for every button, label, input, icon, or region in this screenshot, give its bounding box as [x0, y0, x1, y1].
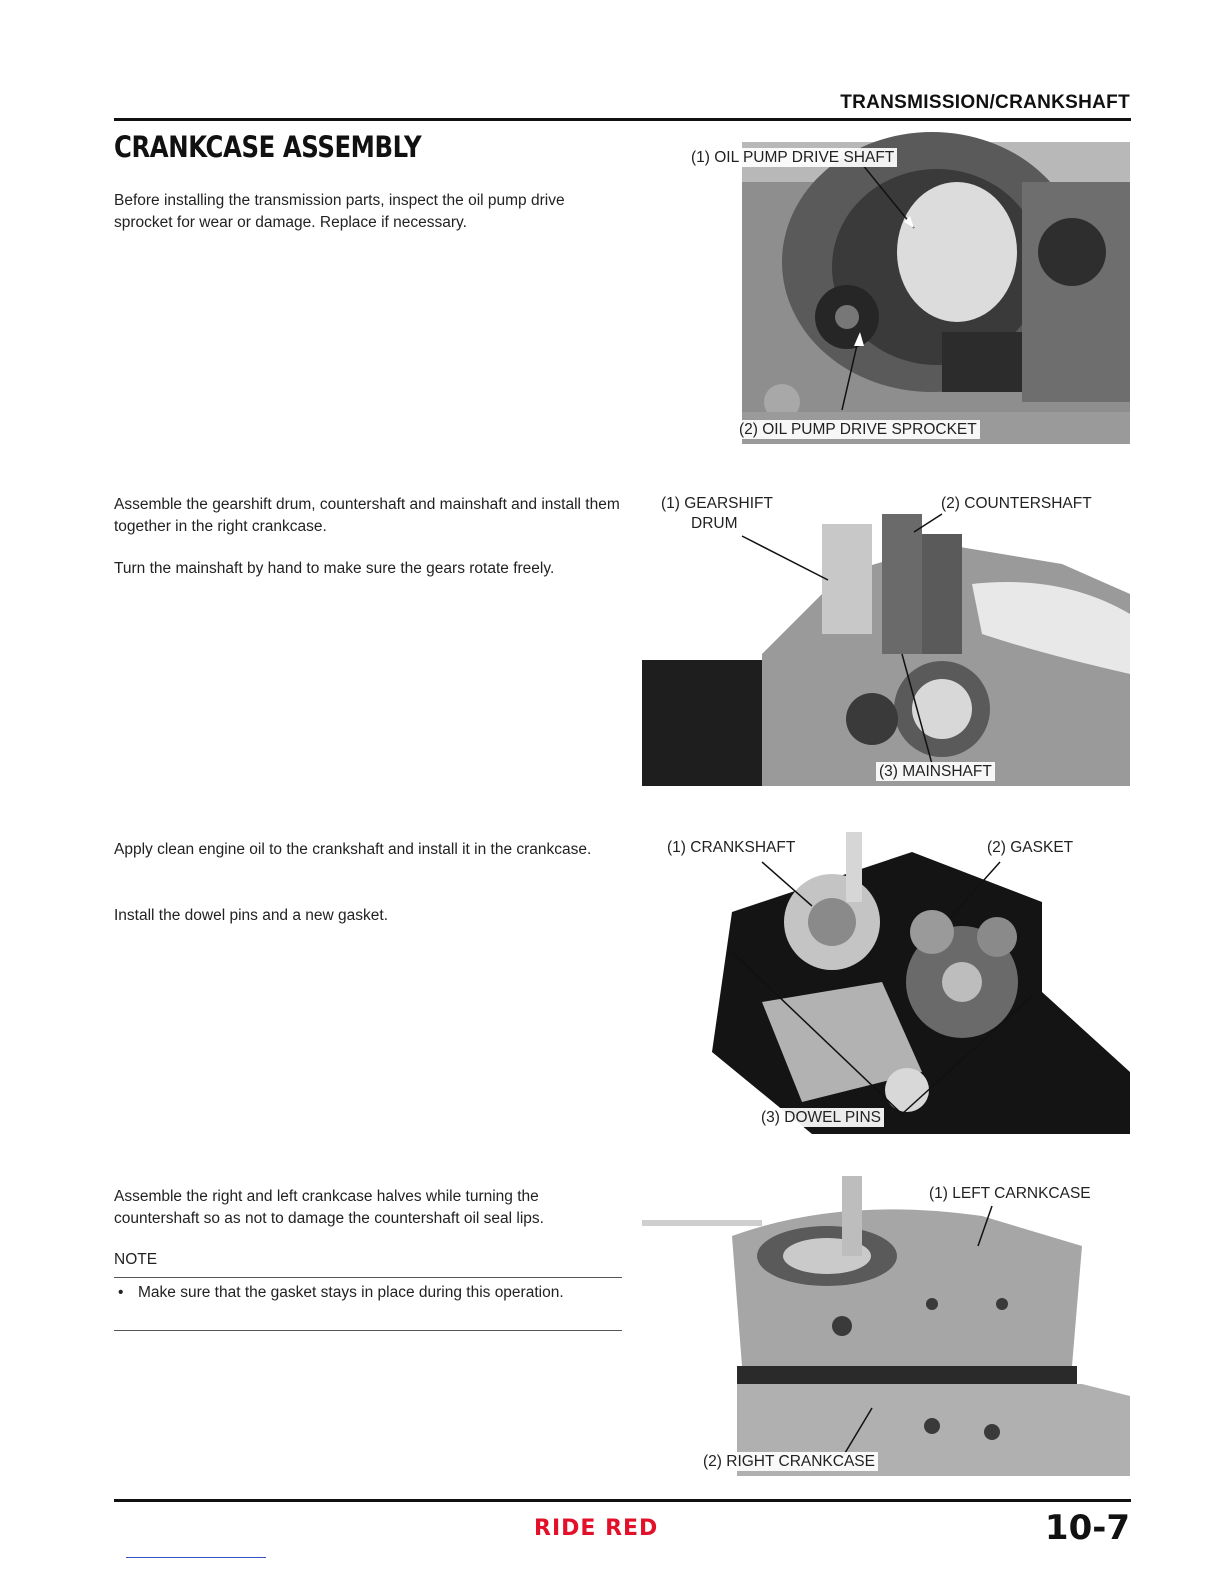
- corner-line: [126, 1557, 266, 1558]
- callout-gearshift: (1) GEARSHIFT: [661, 495, 773, 512]
- step3-paragraph-2: Install the dowel pins and a new gasket.: [114, 907, 389, 924]
- page-heading: CRANKCASE ASSEMBLY: [114, 130, 422, 164]
- note-label: NOTE: [114, 1251, 158, 1268]
- callout-right-crankcase: (2) RIGHT CRANKCASE: [700, 1452, 878, 1471]
- callout-oil-pump-drive-shaft: (1) OIL PUMP DRIVE SHAFT: [688, 148, 897, 167]
- callout-countershaft: (2) COUNTERSHAFT: [941, 495, 1092, 512]
- callout-gearshift-drum: DRUM: [691, 515, 738, 532]
- step3-paragraph-1: Apply clean engine oil to the crankshaft and install it in the crankcase.: [114, 841, 592, 858]
- callout-dowel-pins: (3) DOWEL PINS: [758, 1108, 884, 1127]
- callout-left-crankcase: (1) LEFT CARNKCASE: [929, 1185, 1091, 1202]
- step4-paragraph: Assemble the right and left crankcase halves while turning the countershaft so as not to damage the countershaft oil seal lips.: [114, 1188, 544, 1227]
- footer-rule: [114, 1499, 1131, 1502]
- bullet-icon: •: [118, 1284, 124, 1301]
- step2-paragraph-2: Turn the mainshaft by hand to make sure the gears rotate freely.: [114, 560, 555, 577]
- note-item: [114, 1282, 622, 1304]
- brand-logo-text: RIDE RED: [534, 1516, 659, 1541]
- crankcase-halves-photo: [642, 1176, 1130, 1478]
- section-title: TRANSMISSION/CRANKSHAFT: [840, 92, 1130, 113]
- note-bottom-rule: [114, 1330, 622, 1331]
- step1-paragraph: Before installing the transmission parts, inspect the oil pump drive sprocket for wear or damage. Replace if necessary.: [114, 192, 565, 231]
- note-top-rule: [114, 1277, 622, 1278]
- header-rule: [114, 118, 1131, 121]
- callout-crankshaft: (1) CRANKSHAFT: [667, 839, 796, 856]
- page-number: 10-7: [1044, 1508, 1130, 1548]
- callout-oil-pump-drive-sprocket: (2) OIL PUMP DRIVE SPROCKET: [736, 420, 980, 439]
- note-item-text: Make sure that the gasket stays in place during this operation.: [138, 1284, 564, 1301]
- step2-paragraph-1: Assemble the gearshift drum, countershaft and mainshaft and install them together in the right crankcase.: [114, 496, 620, 535]
- transmission-photo: [642, 484, 1130, 786]
- callout-gasket: (2) GASKET: [987, 839, 1074, 856]
- oil-pump-photo: [691, 142, 1130, 444]
- crankshaft-photo: [662, 832, 1130, 1134]
- callout-mainshaft: (3) MAINSHAFT: [876, 762, 995, 781]
